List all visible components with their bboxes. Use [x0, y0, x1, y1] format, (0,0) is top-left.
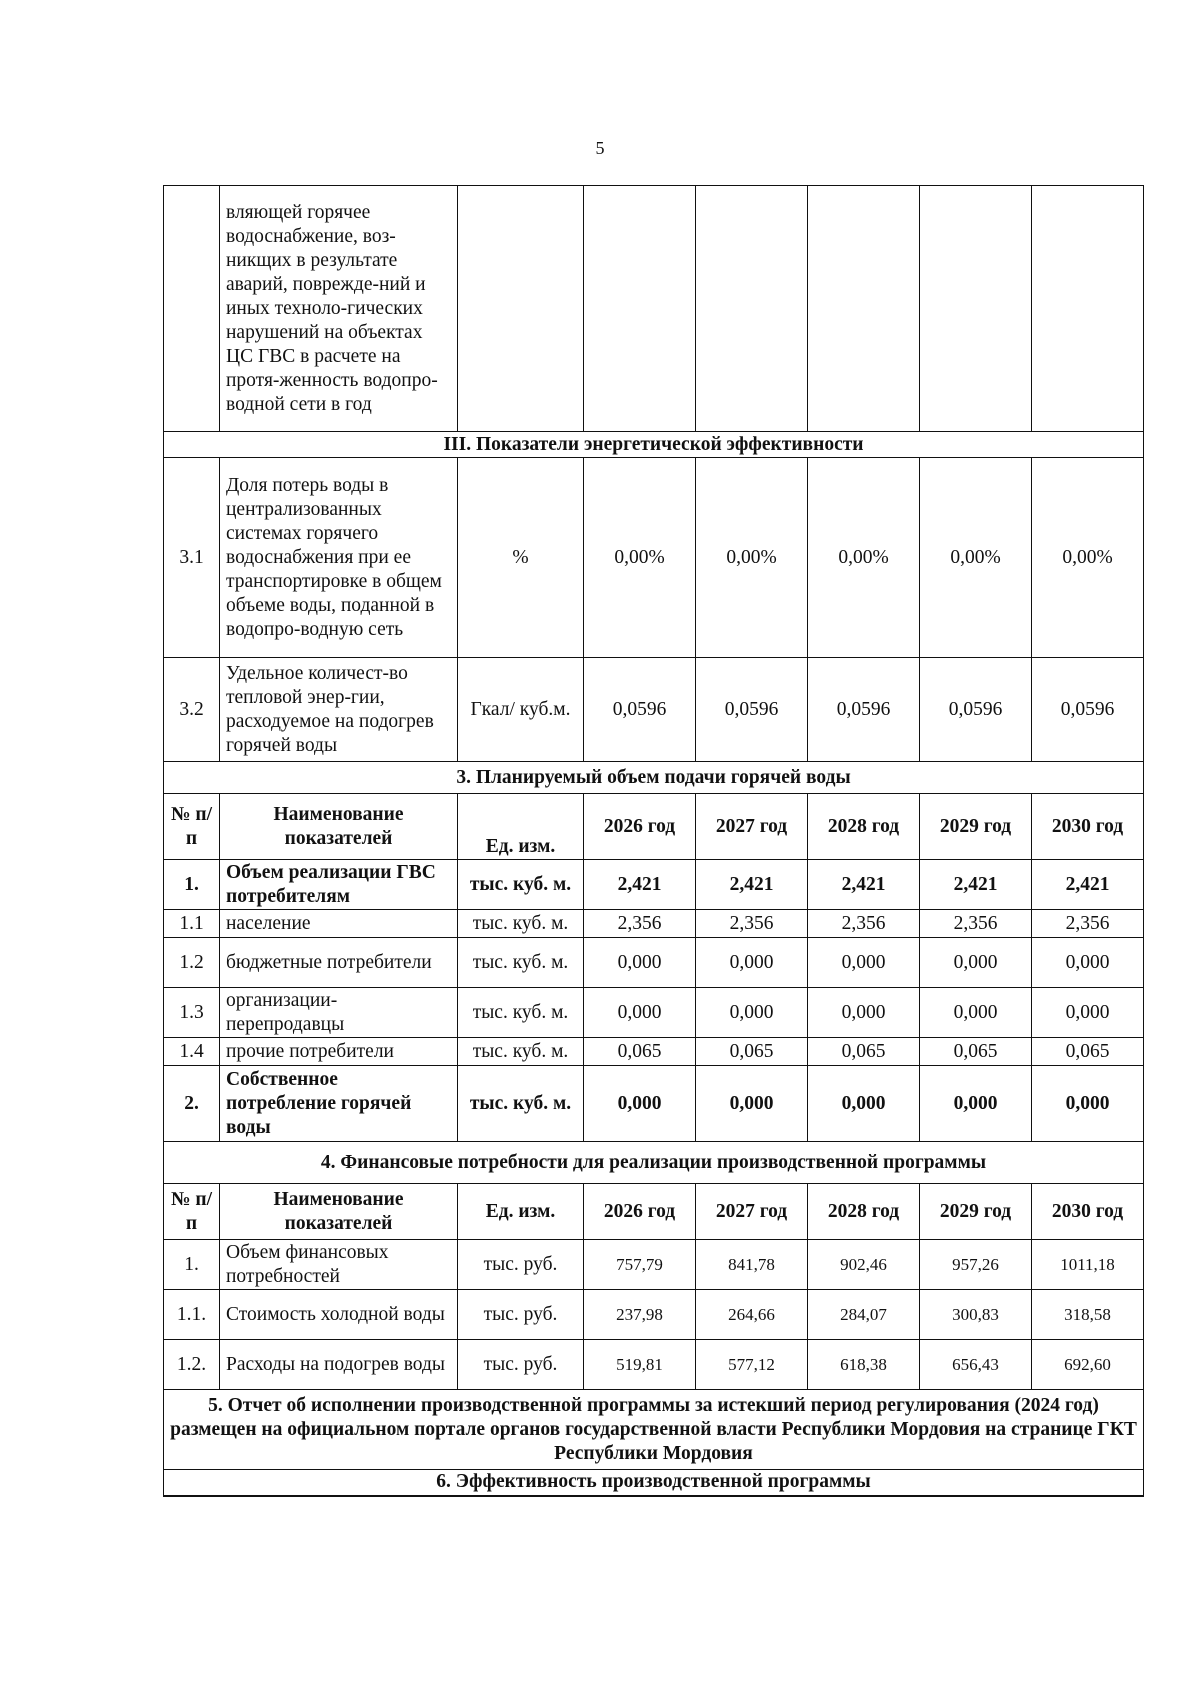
table-header-row: № п/п Наименование показателей Ед. изм. 2026 год 2027 год 2028 год 2029 год 2030 год	[164, 1184, 1144, 1240]
cell-num	[164, 186, 220, 432]
table-row: 1.4 прочие потребители тыс. куб. м. 0,065 0,065 0,065 0,065 0,065	[164, 1038, 1144, 1066]
table-row: 3.1 Доля потерь воды в централизованных системах горячего водоснабжения при ее транспортировке в общем объеме воды, поданной в водопро-водную сеть % 0,00% 0,00% 0,00% 0,00% 0,00%	[164, 458, 1144, 658]
section-4-title: 4. Финансовые потребности для реализации производственной программы	[164, 1142, 1144, 1184]
continued-row	[164, 186, 1144, 432]
table-row: 2. Собственное потребление горячей воды тыс. куб. м. 0,000 0,000 0,000 0,000 0,000	[164, 1066, 1144, 1142]
section-3-title: 3. Планируемый объем подачи горячей воды	[164, 762, 1144, 794]
section-iii-title: III. Показатели энергетической эффективности	[164, 432, 1144, 458]
table-row: 1. Объем реализации ГВС потребителям тыс. куб. м. 2,421 2,421 2,421 2,421 2,421	[164, 860, 1144, 910]
table-row: 1.2 бюджетные потребители тыс. куб. м. 0,000 0,000 0,000 0,000 0,000	[164, 938, 1144, 988]
section-6-title: 6. Эффективность производственной программы	[164, 1470, 1144, 1496]
table-row: 1.1. Стоимость холодной воды тыс. руб. 237,98 264,66 284,07 300,83 318,58	[164, 1290, 1144, 1340]
cell-name: вляющей горячее водоснабжение, воз-никщих в результате аварий, поврежде-ний и иных техноло-гических нарушений на объектах ЦС ГВС в расчете на протя-женность водопро-водной сети в год	[220, 186, 458, 432]
table-row: 1.2. Расходы на подогрев воды тыс. руб. 519,81 577,12 618,38 656,43 692,60	[164, 1340, 1144, 1390]
table-row: 1.1 население тыс. куб. м. 2,356 2,356 2,356 2,356 2,356	[164, 910, 1144, 938]
program-table	[163, 185, 1144, 1497]
page-number: 5	[595, 138, 605, 158]
table-header-row: № п/п Наименование показателей Ед. изм. 2026 год 2027 год 2028 год 2029 год 2030 год	[164, 794, 1144, 860]
table-row: 1.3 организации-перепродавцы тыс. куб. м. 0,000 0,000 0,000 0,000 0,000	[164, 988, 1144, 1038]
table-row: 3.2 Удельное количест-во тепловой энер-гии, расходуемое на подогрев горячей воды Гкал/ куб.м. 0,0596 0,0596 0,0596 0,0596 0,0596	[164, 658, 1144, 762]
table-row: 1. Объем финансовых потребностей тыс. руб. 757,79 841,78 902,46 957,26 1011,18	[164, 1240, 1144, 1290]
section-5-text: 5. Отчет об исполнении производственной программы за истекший период регулирования (2024 год) размещен на официальном портале органов государственной власти Республики Мордовия на странице ГКТ Республики Мордовия	[164, 1390, 1144, 1470]
